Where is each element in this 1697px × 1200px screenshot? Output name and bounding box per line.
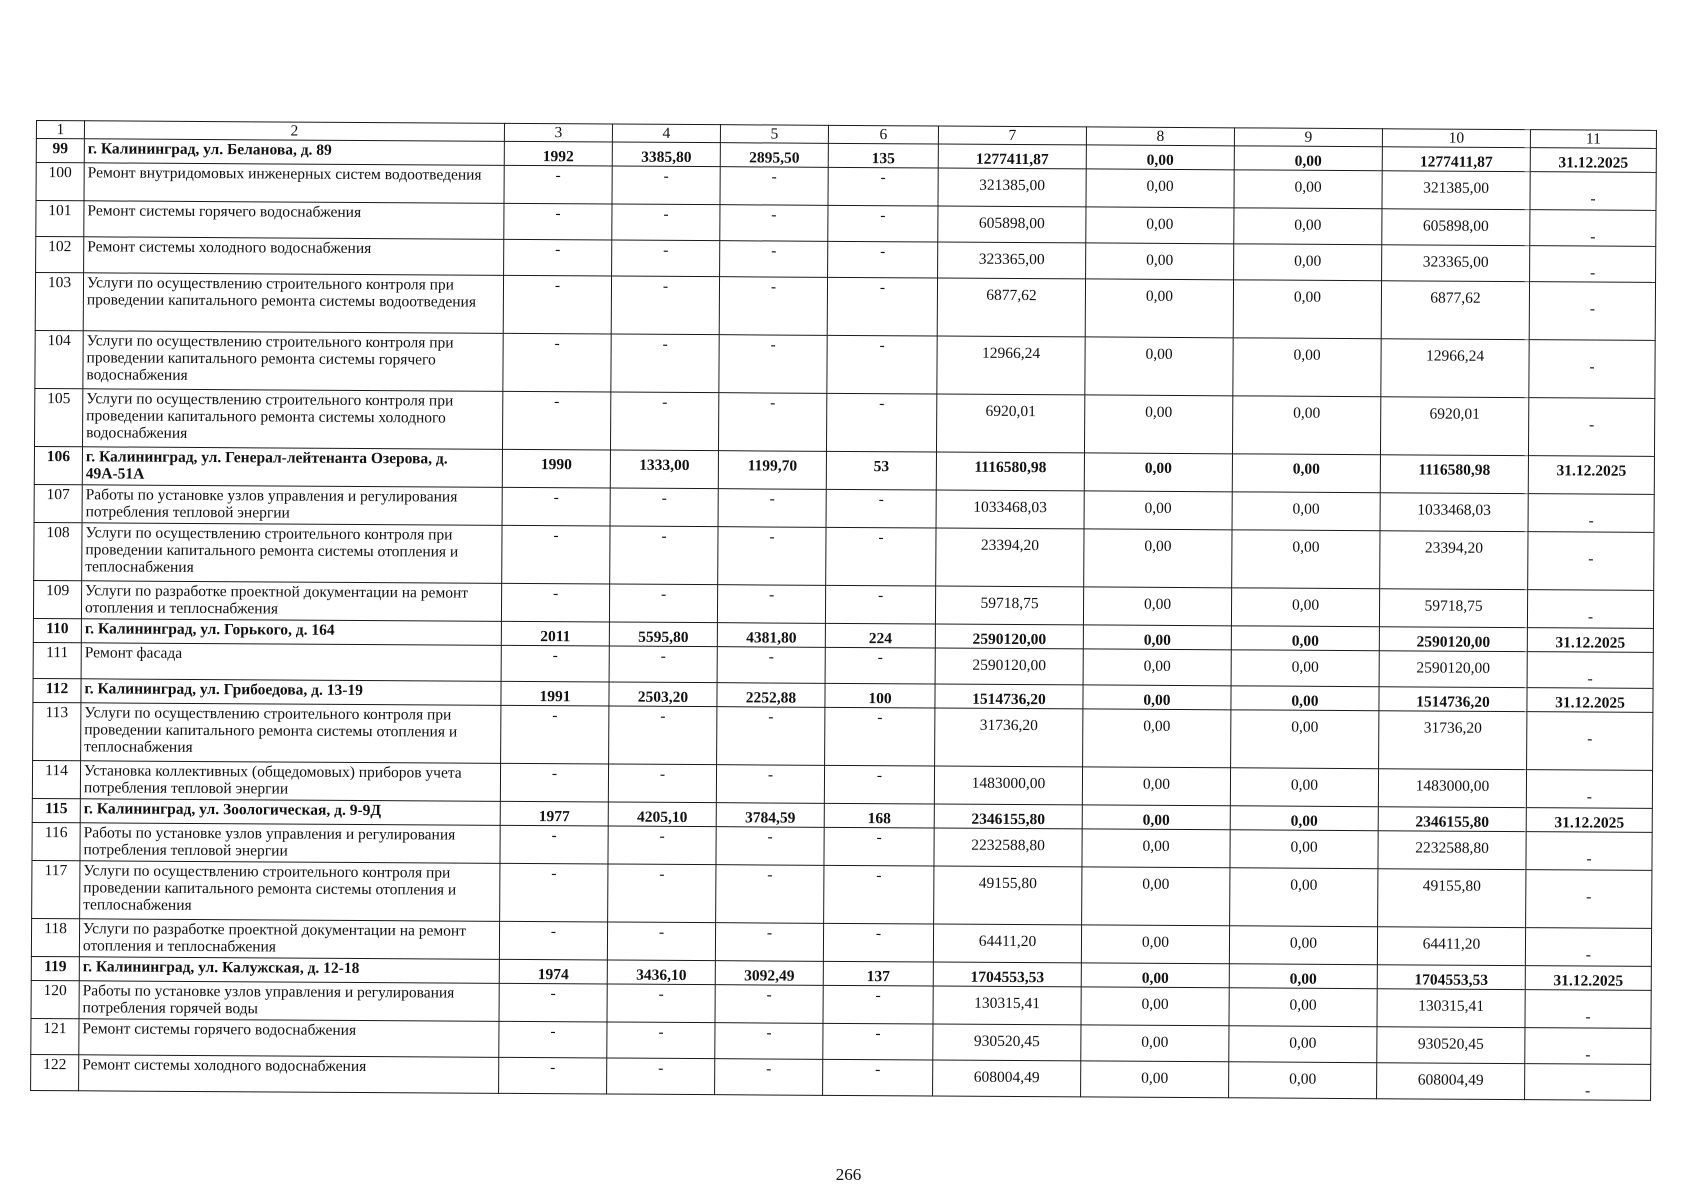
attribute-cell: -: [715, 1023, 823, 1060]
page-number: 266: [835, 1165, 862, 1184]
amount-cell: 0,00: [1230, 806, 1378, 831]
attribute-cell: 4205,10: [608, 802, 716, 827]
amount-cell: 12966,24: [937, 336, 1085, 395]
item-name-cell: Ремонт системы холодного водоснабжения: [84, 237, 504, 276]
amount-cell: 0,00: [1083, 625, 1231, 650]
amount-cell: 0,00: [1229, 988, 1377, 1027]
deadline-cell: -: [1527, 652, 1653, 689]
item-name-cell: Услуги по осуществлению строительного контроля при проведении капитального ремонта системы отопления и теплоснабжения: [81, 703, 501, 764]
amount-cell: 12966,24: [1381, 339, 1529, 398]
row-number-cell: 118: [31, 918, 79, 956]
attribute-cell: -: [715, 1059, 823, 1096]
attribute-cell: -: [607, 1058, 715, 1095]
item-name-cell: Услуги по разработке проектной документации на ремонт отопления и теплоснабжения: [81, 581, 501, 622]
amount-cell: 0,00: [1085, 279, 1233, 338]
amount-cell: 6920,01: [936, 394, 1084, 453]
amount-cell: 0,00: [1084, 491, 1232, 530]
attribute-cell: 4381,80: [717, 623, 825, 648]
table-row: [32, 860, 1652, 928]
amount-cell: 0,00: [1233, 338, 1381, 397]
deadline-cell: -: [1525, 1028, 1651, 1065]
attribute-cell: 1333,00: [610, 450, 718, 489]
row-number-cell: 108: [34, 522, 82, 580]
amount-cell: 49155,80: [934, 866, 1082, 925]
amount-cell: 0,00: [1231, 686, 1379, 711]
amount-cell: 6877,62: [1381, 281, 1529, 340]
row-number-cell: 110: [33, 618, 81, 642]
deadline-cell: -: [1526, 770, 1652, 809]
row-number-cell: 105: [35, 388, 83, 446]
attribute-cell: -: [716, 865, 824, 924]
item-name-cell: Ремонт системы холодного водоснабжения: [79, 1055, 499, 1094]
column-header: 1: [36, 121, 84, 139]
capital-repair-table: [30, 120, 1657, 1101]
attribute-cell: -: [827, 277, 937, 336]
attribute-cell: -: [828, 241, 938, 278]
amount-cell: 323365,00: [1382, 245, 1530, 282]
attribute-cell: 3436,10: [607, 960, 715, 985]
deadline-cell: -: [1525, 928, 1651, 967]
attribute-cell: -: [609, 706, 717, 765]
attribute-cell: -: [612, 166, 720, 205]
attribute-cell: 135: [828, 143, 938, 168]
attribute-cell: 53: [826, 451, 936, 490]
amount-cell: 0,00: [1229, 1062, 1377, 1099]
attribute-cell: 1199,70: [718, 451, 826, 490]
item-name-cell: Услуги по разработке проектной документации на ремонт отопления и теплоснабжения: [79, 919, 499, 960]
deadline-cell: -: [1529, 282, 1655, 341]
attribute-cell: -: [501, 645, 609, 682]
attribute-cell: -: [608, 864, 716, 923]
amount-cell: 1704553,53: [1377, 965, 1525, 990]
attribute-cell: -: [499, 1021, 607, 1058]
amount-cell: 0,00: [1081, 1061, 1229, 1098]
amount-cell: 0,00: [1229, 964, 1377, 989]
amount-cell: 608004,49: [1377, 1063, 1525, 1100]
column-header: 8: [1086, 127, 1234, 146]
row-number-cell: 120: [31, 980, 79, 1018]
column-header: 2: [84, 121, 504, 142]
attribute-cell: -: [825, 707, 935, 766]
amount-cell: 2232588,80: [934, 828, 1082, 867]
attribute-cell: 1992: [504, 141, 612, 166]
item-name-cell: Ремонт системы горячего водоснабжения: [79, 1019, 499, 1058]
attribute-cell: -: [826, 527, 936, 586]
attribute-cell: -: [824, 865, 934, 924]
attribute-cell: 2011: [501, 621, 609, 646]
amount-cell: 59718,75: [935, 586, 1083, 625]
table-row: [33, 702, 1653, 770]
attribute-cell: -: [823, 923, 933, 962]
row-number-cell: 117: [32, 860, 80, 918]
amount-cell: 59718,75: [1379, 589, 1527, 628]
amount-cell: 1033468,03: [1380, 493, 1528, 532]
row-number-cell: 103: [35, 273, 83, 331]
amount-cell: 1514736,20: [935, 684, 1083, 709]
row-number-cell: 104: [35, 330, 83, 388]
deadline-cell: 31.12.2025: [1527, 688, 1653, 713]
amount-cell: 0,00: [1084, 395, 1232, 454]
column-header: 10: [1382, 129, 1530, 148]
deadline-cell: -: [1528, 532, 1654, 591]
table-row: [34, 522, 1654, 590]
amount-cell: 1483000,00: [934, 766, 1082, 805]
row-number-cell: 101: [36, 201, 84, 237]
attribute-cell: -: [502, 391, 610, 450]
attribute-cell: -: [611, 334, 719, 393]
item-name-cell: Ремонт внутридомовых инженерных систем водоотведения: [84, 163, 504, 204]
item-name-cell: Услуги по осуществлению строительного контроля при проведении капитального ремонта системы отопления и теплоснабжения: [80, 861, 500, 922]
deadline-cell: -: [1528, 398, 1654, 457]
amount-cell: 608004,49: [933, 1060, 1081, 1097]
table-row: [35, 273, 1655, 341]
amount-cell: 0,00: [1081, 1025, 1229, 1062]
amount-cell: 1033468,03: [936, 490, 1084, 529]
amount-cell: 0,00: [1082, 767, 1230, 806]
column-header: 6: [828, 125, 938, 144]
item-name-cell: Работы по установке узлов управления и регулирования потребления тепловой энергии: [80, 823, 500, 864]
row-number-cell: 114: [32, 760, 80, 798]
attribute-cell: -: [610, 526, 718, 585]
item-name-cell: Работы по установке узлов управления и регулирования потребления горячей воды: [79, 981, 499, 1022]
deadline-cell: -: [1530, 210, 1656, 247]
amount-cell: 0,00: [1234, 170, 1382, 209]
amount-cell: 0,00: [1083, 685, 1231, 710]
row-number-cell: 102: [36, 237, 84, 273]
deadline-cell: 31.12.2025: [1528, 456, 1654, 495]
amount-cell: 605898,00: [1382, 209, 1530, 246]
row-number-cell: 112: [33, 678, 81, 702]
column-header: 5: [720, 125, 828, 144]
amount-cell: 323365,00: [938, 242, 1086, 279]
item-name-cell: Услуги по осуществлению строительного контроля при проведении капитального ремонта системы водоотведения: [83, 273, 503, 334]
attribute-cell: 3784,59: [716, 803, 824, 828]
amount-cell: 605898,00: [938, 206, 1086, 243]
item-name-cell: г. Калининград, ул. Калужская, д. 12-18: [79, 957, 499, 984]
attribute-cell: -: [608, 764, 716, 803]
attribute-cell: -: [607, 984, 715, 1023]
deadline-cell: -: [1527, 590, 1653, 629]
deadline-cell: 31.12.2025: [1527, 628, 1653, 653]
amount-cell: 0,00: [1230, 868, 1378, 927]
attribute-cell: -: [823, 1023, 933, 1060]
column-header: 11: [1530, 130, 1656, 149]
attribute-cell: 2252,88: [717, 683, 825, 708]
amount-cell: 0,00: [1232, 396, 1380, 455]
amount-cell: 0,00: [1085, 337, 1233, 396]
row-number-cell: 111: [33, 642, 81, 678]
attribute-cell: -: [718, 393, 826, 452]
amount-cell: 31736,20: [1379, 711, 1527, 770]
item-name-cell: г. Калининград, ул. Зоологическая, д. 9-9Д: [80, 799, 500, 826]
attribute-cell: -: [612, 240, 720, 277]
item-name-cell: Ремонт фасада: [81, 643, 501, 682]
attribute-cell: -: [715, 923, 823, 962]
item-name-cell: г. Калининград, ул. Грибоедова, д. 13-19: [81, 679, 501, 706]
attribute-cell: -: [607, 1022, 715, 1059]
deadline-cell: -: [1527, 712, 1653, 771]
amount-cell: 321385,00: [938, 168, 1086, 207]
deadline-cell: -: [1526, 832, 1652, 871]
amount-cell: 0,00: [1084, 529, 1232, 588]
attribute-cell: 3092,49: [715, 961, 823, 986]
amount-cell: 0,00: [1082, 829, 1230, 868]
attribute-cell: -: [504, 239, 612, 276]
amount-cell: 0,00: [1081, 963, 1229, 988]
attribute-cell: -: [499, 1057, 607, 1094]
attribute-cell: -: [500, 863, 608, 922]
attribute-cell: -: [718, 489, 826, 528]
amount-cell: 2346155,80: [1378, 807, 1526, 832]
amount-cell: 2590120,00: [1379, 627, 1527, 652]
item-name-cell: Установка коллективных (общедомовых) приборов учета потребления тепловой энергии: [80, 761, 500, 802]
amount-cell: 0,00: [1232, 454, 1380, 493]
item-name-cell: Работы по установке узлов управления и регулирования потребления тепловой энергии: [82, 485, 502, 526]
amount-cell: 130315,41: [1377, 989, 1525, 1028]
amount-cell: 930520,45: [933, 1024, 1081, 1061]
amount-cell: 0,00: [1082, 867, 1230, 926]
amount-cell: 0,00: [1231, 626, 1379, 651]
row-number-cell: 116: [32, 822, 80, 860]
amount-cell: 1116580,98: [936, 452, 1084, 491]
attribute-cell: -: [719, 335, 827, 394]
amount-cell: 0,00: [1081, 925, 1229, 964]
attribute-cell: -: [823, 985, 933, 1024]
item-name-cell: г. Калининград, ул. Горького, д. 164: [81, 619, 501, 646]
attribute-cell: -: [607, 922, 715, 961]
attribute-cell: 168: [824, 803, 934, 828]
row-number-cell: 113: [33, 702, 81, 760]
deadline-cell: 31.12.2025: [1530, 148, 1656, 173]
attribute-cell: -: [717, 585, 825, 624]
amount-cell: 1514736,20: [1379, 687, 1527, 712]
attribute-cell: -: [717, 647, 825, 684]
attribute-cell: -: [825, 585, 935, 624]
amount-cell: 0,00: [1234, 244, 1382, 281]
amount-cell: 2590120,00: [935, 648, 1083, 685]
amount-cell: 0,00: [1083, 649, 1231, 686]
column-header: 3: [504, 123, 612, 142]
deadline-cell: -: [1530, 246, 1656, 283]
attribute-cell: -: [717, 707, 825, 766]
attribute-cell: -: [610, 488, 718, 527]
table-row: [35, 330, 1655, 398]
attribute-cell: -: [827, 335, 937, 394]
amount-cell: 0,00: [1083, 587, 1231, 626]
attribute-cell: -: [826, 489, 936, 528]
amount-cell: 0,00: [1232, 530, 1380, 589]
item-name-cell: г. Калининград, ул. Генерал-лейтенанта Озерова, д. 49А-51А: [82, 447, 502, 488]
row-number-cell: 122: [31, 1054, 79, 1090]
column-header: 7: [938, 126, 1086, 145]
attribute-cell: -: [823, 1059, 933, 1096]
attribute-cell: -: [720, 241, 828, 278]
attribute-cell: -: [499, 983, 607, 1022]
attribute-cell: 137: [823, 961, 933, 986]
attribute-cell: -: [828, 205, 938, 242]
amount-cell: 0,00: [1232, 492, 1380, 531]
attribute-cell: 1977: [500, 801, 608, 826]
attribute-cell: -: [608, 826, 716, 865]
amount-cell: 0,00: [1229, 926, 1377, 965]
amount-cell: 0,00: [1229, 1026, 1377, 1063]
attribute-cell: -: [720, 205, 828, 242]
amount-cell: 930520,45: [1377, 1027, 1525, 1064]
deadline-cell: -: [1528, 494, 1654, 533]
attribute-cell: -: [503, 275, 611, 334]
deadline-cell: 31.12.2025: [1526, 808, 1652, 833]
item-name-cell: Услуги по осуществлению строительного контроля при проведении капитального ремонта системы отопления и теплоснабжения: [82, 523, 502, 584]
deadline-cell: -: [1526, 870, 1652, 929]
amount-cell: 0,00: [1231, 588, 1379, 627]
amount-cell: 0,00: [1230, 830, 1378, 869]
deadline-cell: -: [1530, 172, 1656, 211]
amount-cell: 0,00: [1083, 709, 1231, 768]
attribute-cell: -: [500, 763, 608, 802]
amount-cell: 6877,62: [937, 278, 1085, 337]
attribute-cell: -: [500, 825, 608, 864]
attribute-cell: -: [501, 583, 609, 622]
amount-cell: 1483000,00: [1378, 769, 1526, 808]
attribute-cell: -: [716, 765, 824, 804]
amount-cell: 0,00: [1234, 208, 1382, 245]
column-header: 4: [612, 124, 720, 143]
amount-cell: 0,00: [1234, 146, 1382, 171]
amount-cell: 1277411,87: [1382, 147, 1530, 172]
amount-cell: 0,00: [1081, 987, 1229, 1026]
deadline-cell: -: [1525, 990, 1651, 1029]
table-row: [35, 388, 1655, 456]
deadline-cell: 31.12.2025: [1525, 966, 1651, 991]
amount-cell: 23394,20: [1380, 531, 1528, 590]
amount-cell: 2590120,00: [1379, 651, 1527, 688]
attribute-cell: -: [720, 167, 828, 206]
attribute-cell: -: [715, 985, 823, 1024]
attribute-cell: -: [719, 277, 827, 336]
amount-cell: 1704553,53: [933, 962, 1081, 987]
attribute-cell: -: [612, 204, 720, 241]
deadline-cell: -: [1529, 340, 1655, 399]
attribute-cell: -: [609, 584, 717, 623]
amount-cell: 0,00: [1230, 768, 1378, 807]
attribute-cell: -: [826, 393, 936, 452]
attribute-cell: 1974: [499, 959, 607, 984]
row-number-cell: 107: [34, 484, 82, 522]
column-header: 9: [1234, 128, 1382, 147]
amount-cell: 0,00: [1086, 145, 1234, 170]
amount-cell: 0,00: [1233, 280, 1381, 339]
attribute-cell: 100: [825, 683, 935, 708]
amount-cell: 0,00: [1084, 453, 1232, 492]
attribute-cell: -: [502, 525, 610, 584]
amount-cell: 64411,20: [933, 924, 1081, 963]
attribute-cell: -: [502, 487, 610, 526]
attribute-cell: -: [824, 765, 934, 804]
row-number-cell: 99: [36, 139, 84, 163]
table-body: [31, 139, 1657, 1101]
attribute-cell: -: [610, 392, 718, 451]
attribute-cell: -: [828, 167, 938, 206]
attribute-cell: -: [716, 827, 824, 866]
deadline-cell: -: [1525, 1064, 1651, 1101]
item-name-cell: Услуги по осуществлению строительного контроля при проведении капитального ремонта системы горячего водоснабжения: [83, 331, 503, 392]
attribute-cell: -: [501, 705, 609, 764]
attribute-cell: -: [718, 527, 826, 586]
attribute-cell: 1991: [501, 681, 609, 706]
attribute-cell: 5595,80: [609, 622, 717, 647]
amount-cell: 321385,00: [1382, 171, 1530, 210]
amount-cell: 2590120,00: [935, 624, 1083, 649]
amount-cell: 64411,20: [1377, 927, 1525, 966]
amount-cell: 0,00: [1086, 243, 1234, 280]
amount-cell: 1116580,98: [1380, 455, 1528, 494]
attribute-cell: -: [824, 827, 934, 866]
amount-cell: 23394,20: [936, 528, 1084, 587]
attribute-cell: -: [825, 647, 935, 684]
amount-cell: 6920,01: [1380, 397, 1528, 456]
attribute-cell: -: [504, 203, 612, 240]
row-number-cell: 106: [34, 446, 82, 484]
amount-cell: 2346155,80: [934, 804, 1082, 829]
attribute-cell: 2503,20: [609, 682, 717, 707]
document-sheet: [30, 120, 1656, 1101]
row-number-cell: 115: [32, 798, 80, 822]
row-number-cell: 100: [36, 163, 84, 201]
row-number-cell: 121: [31, 1018, 79, 1054]
attribute-cell: 3385,80: [612, 142, 720, 167]
amount-cell: 0,00: [1086, 169, 1234, 208]
item-name-cell: Ремонт системы горячего водоснабжения: [84, 201, 504, 240]
amount-cell: 0,00: [1231, 650, 1379, 687]
attribute-cell: -: [503, 333, 611, 392]
attribute-cell: -: [609, 646, 717, 683]
attribute-cell: -: [499, 921, 607, 960]
attribute-cell: 224: [825, 623, 935, 648]
attribute-cell: 1990: [502, 449, 610, 488]
amount-cell: 31736,20: [935, 708, 1083, 767]
amount-cell: 0,00: [1231, 710, 1379, 769]
attribute-cell: -: [611, 276, 719, 335]
amount-cell: 2232588,80: [1378, 831, 1526, 870]
row-number-cell: 109: [33, 580, 81, 618]
item-name-cell: Услуги по осуществлению строительного контроля при проведении капитального ремонта системы холодного водоснабжения: [83, 389, 503, 450]
amount-cell: 130315,41: [933, 986, 1081, 1025]
amount-cell: 0,00: [1086, 207, 1234, 244]
amount-cell: 49155,80: [1378, 869, 1526, 928]
attribute-cell: 2895,50: [720, 143, 828, 168]
amount-cell: 0,00: [1082, 805, 1230, 830]
amount-cell: 1277411,87: [938, 144, 1086, 169]
item-name-cell: г. Калининград, ул. Беланова, д. 89: [84, 139, 504, 166]
attribute-cell: -: [504, 165, 612, 204]
row-number-cell: 119: [31, 956, 79, 980]
